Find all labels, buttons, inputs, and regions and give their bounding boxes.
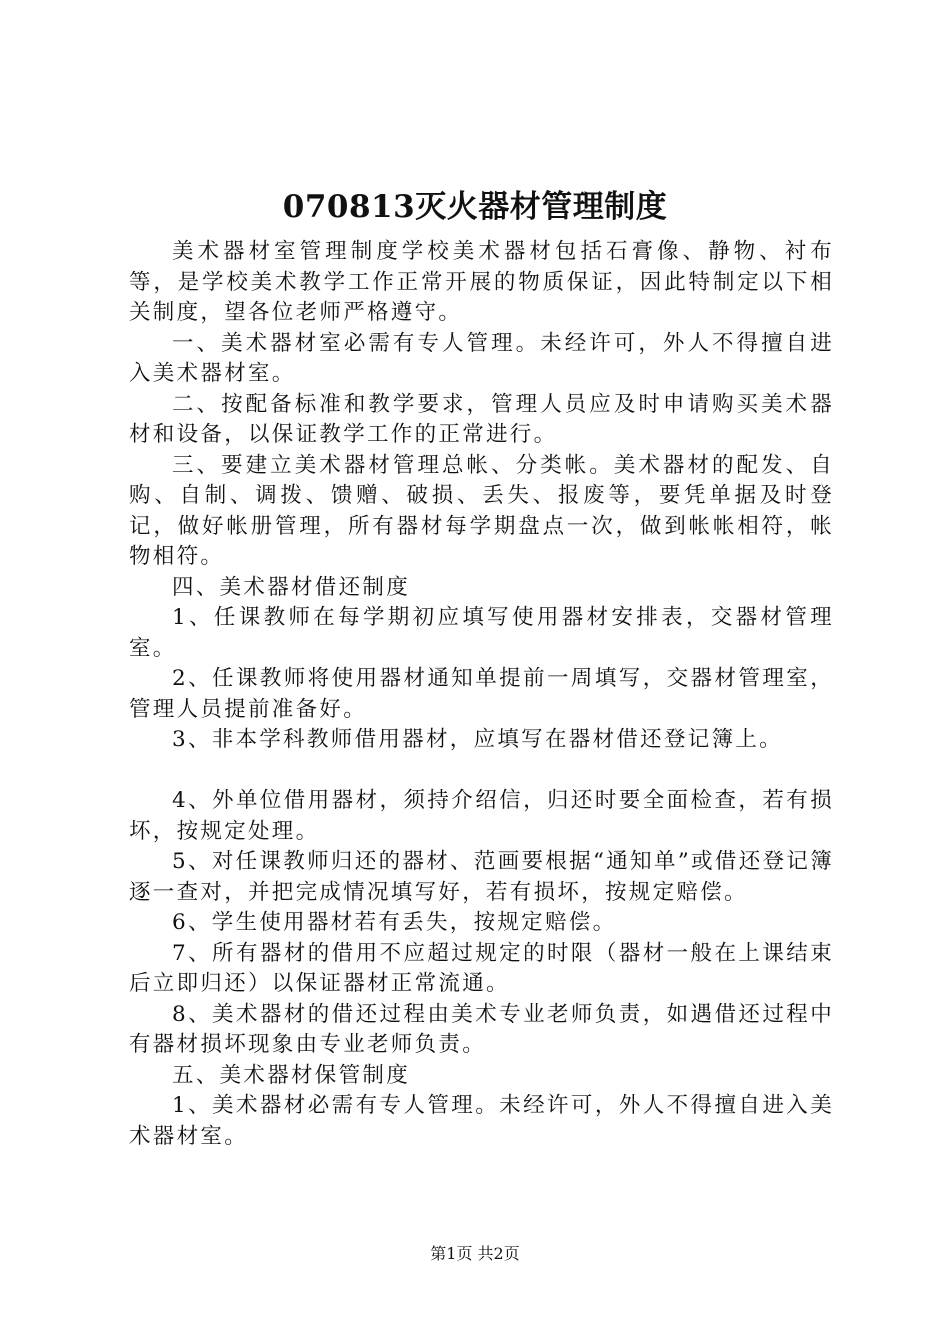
paragraph-intro: 美术器材室管理制度学校美术器材包括石膏像、静物、衬布等，是学校美术教学工作正常开展的物质保证，因此特制定以下相关制度，望各位老师严格遵守。 — [129, 239, 834, 325]
page-footer: 第1页 共2页 — [430, 1244, 520, 1263]
paragraph-borrow-1: 1、任课教师在每学期初应填写使用器材安排表，交器材管理室。 — [129, 605, 834, 661]
paragraph-rule-3: 三、要建立美术器材管理总帐、分类帐。美术器材的配发、自购、自制、调拨、馈赠、破损、丢失、报废等，要凭单据及时登记，做好帐册管理，所有器材每学期盘点一次，做到帐帐相符，帐物相符。 — [129, 452, 834, 569]
paragraph-rule-1: 一、美术器材室必需有专人管理。未经许可，外人不得擅自进入美术器材室。 — [129, 330, 834, 386]
document-title: 070813灭火器材管理制度 — [282, 189, 668, 225]
paragraph-borrow-8: 8、美术器材的借还过程由美术专业老师负责，如遇借还过程中有器材损坏现象由专业老师负责。 — [129, 1001, 834, 1057]
blank-line — [129, 756, 834, 787]
document-body — [129, 237, 834, 1152]
paragraph-rule-2: 二、按配备标准和教学要求，管理人员应及时申请购买美术器材和设备，以保证教学工作的正常进行。 — [129, 391, 834, 447]
section-heading-storage: 五、美术器材保管制度 — [172, 1062, 411, 1088]
paragraph-borrow-2: 2、任课教师将使用器材通知单提前一周填写，交器材管理室，管理人员提前准备好。 — [129, 666, 834, 722]
paragraph-borrow-7: 7、所有器材的借用不应超过规定的时限（器材一般在上课结束后立即归还）以保证器材正常流通。 — [129, 940, 834, 996]
section-heading-borrow: 四、美术器材借还制度 — [172, 574, 411, 600]
paragraph-borrow-5: 5、对任课教师归还的器材、范画要根据“通知单”或借还登记簿逐一查对，并把完成情况填写好，若有损坏，按规定赔偿。 — [129, 849, 834, 905]
paragraph-borrow-6: 6、学生使用器材若有丢失，按规定赔偿。 — [172, 910, 617, 935]
paragraph-borrow-3: 3、非本学科教师借用器材，应填写在器材借还登记簿上。 — [172, 727, 783, 752]
paragraph-borrow-4: 4、外单位借用器材，须持介绍信，归还时要全面检查，若有损坏，按规定处理。 — [129, 788, 834, 844]
paragraph-storage-1: 1、美术器材必需有专人管理。未经许可，外人不得擅自进入美术器材室。 — [129, 1093, 834, 1149]
